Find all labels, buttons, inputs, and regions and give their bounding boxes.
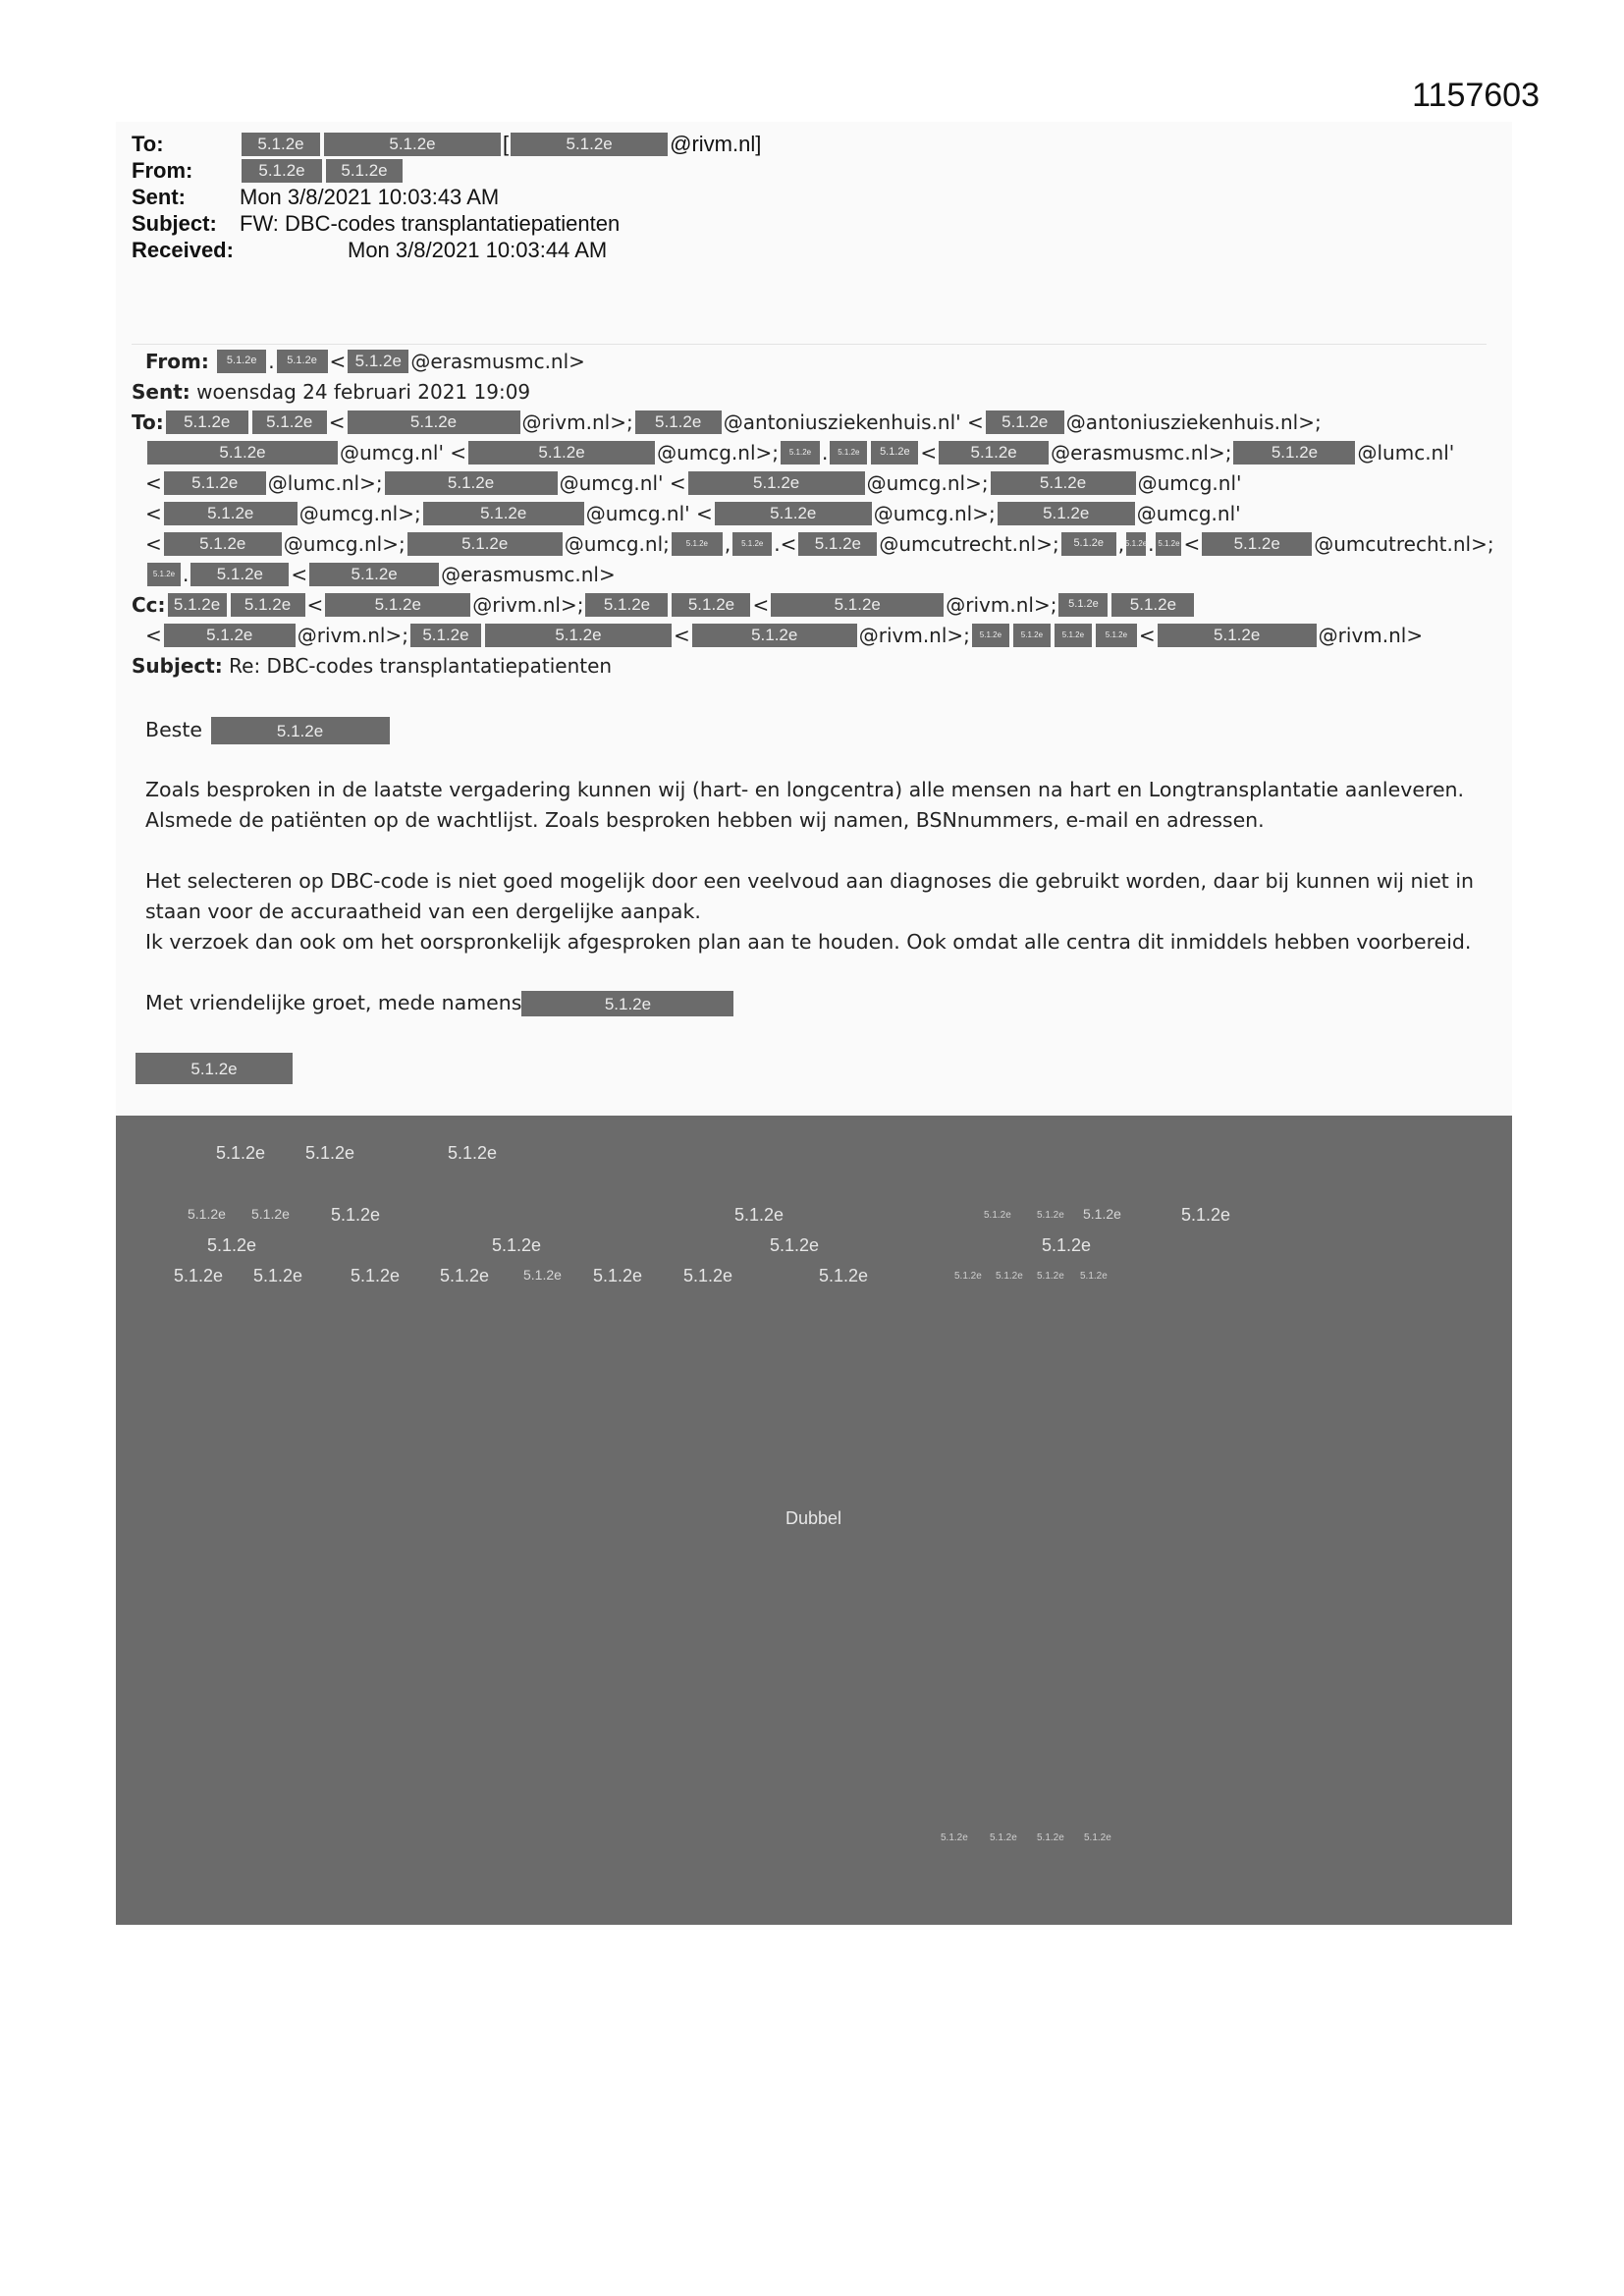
redaction: 5.1.2e xyxy=(635,410,722,434)
redaction: 5.1.2e xyxy=(147,563,181,586)
redaction-label: 5.1.2e xyxy=(1037,1832,1064,1843)
redaction-label: 5.1.2e xyxy=(996,1271,1023,1282)
sent-value: Mon 3/8/2021 10:03:43 AM xyxy=(240,185,500,209)
fwd-to-line-1: To: 5.1.2e 5.1.2e < 5.1.2e @rivm.nl>; 5.1.2e @antoniusziekenhuis.nl' < 5.1.2e @antoniusziekenhuis.nl>; xyxy=(132,410,1322,434)
redaction: 5.1.2e xyxy=(715,502,872,525)
redaction: 5.1.2e xyxy=(231,593,305,617)
redaction: 5.1.2e xyxy=(385,471,558,495)
fwd-to-line-4: < 5.1.2e @umcg.nl>; 5.1.2e @umcg.nl' < 5.1.2e @umcg.nl>; 5.1.2e @umcg.nl' xyxy=(145,501,1241,525)
redaction: 5.1.2e xyxy=(164,532,282,556)
paragraph-1-line-1: Zoals besproken in de laatste vergadering kunnen wij (hart- en longcentra) alle mensen na hart en Longtransplantatie aanleveren. xyxy=(145,778,1465,801)
fwd-subject-value: Re: DBC-codes transplantatiepatienten xyxy=(229,653,613,678)
redaction: 5.1.2e xyxy=(164,502,298,525)
domain-text: @umcg.nl>; xyxy=(657,440,779,465)
redaction-label: 5.1.2e xyxy=(448,1143,498,1163)
redaction-label: 5.1.2e xyxy=(305,1143,355,1163)
redaction: 5.1.2e xyxy=(485,624,672,647)
domain-text: @erasmusmc.nl>; xyxy=(1051,440,1232,465)
fwd-sent-line xyxy=(132,376,1496,407)
redaction: 5.1.2e xyxy=(771,593,944,617)
closing: Met vriendelijke groet, mede namens xyxy=(145,991,522,1014)
to-row xyxy=(132,131,761,157)
fwd-cc-line-1: Cc: 5.1.2e 5.1.2e < 5.1.2e @rivm.nl>; 5.1.2e 5.1.2e < 5.1.2e @rivm.nl>; 5.1.2e 5.1.2e xyxy=(132,589,1496,620)
redaction: 5.1.2e xyxy=(211,717,390,744)
redaction-label: 5.1.2e xyxy=(770,1235,820,1255)
domain-text: @antoniusziekenhuis.nl' < xyxy=(723,410,984,434)
redaction: 5.1.2e xyxy=(871,441,918,465)
fwd-to-line-2: 5.1.2e @umcg.nl' < 5.1.2e @umcg.nl>; 5.1.2e . 5.1.2e 5.1.2e < 5.1.2e @erasmusmc.nl>; 5.1.2e @lumc.nl' xyxy=(132,437,1496,467)
domain-text: @rivm.nl>; xyxy=(521,410,633,434)
redaction: 5.1.2e xyxy=(1055,624,1092,647)
redaction: 5.1.2e xyxy=(1158,624,1317,647)
redaction: 5.1.2e xyxy=(324,133,501,156)
redaction: 5.1.2e xyxy=(1058,593,1108,617)
redaction: 5.1.2e xyxy=(166,410,248,434)
redaction-label: 5.1.2e xyxy=(207,1235,257,1255)
subject-value: FW: DBC-codes transplantatiepatienten xyxy=(240,211,621,236)
paragraph-2-line-3: Ik verzoek dan ook om het oorspronkelijk afgesproken plan aan te houden. Ook omdat alle centra dit inmiddels hebben voorbereid. xyxy=(145,930,1472,954)
redaction: 5.1.2e xyxy=(1111,593,1194,617)
redaction: 5.1.2e xyxy=(672,532,723,556)
domain-text: @umcg.nl' < xyxy=(559,470,686,495)
redaction-label: 5.1.2e xyxy=(440,1266,490,1285)
redaction: 5.1.2e xyxy=(242,133,320,156)
domain-text: @umcg.nl; xyxy=(564,531,670,556)
redaction-label: 5.1.2e xyxy=(351,1266,401,1285)
redaction-label: 5.1.2e xyxy=(251,1206,290,1222)
redaction: 5.1.2e xyxy=(468,441,655,465)
domain-text: @umcg.nl' < xyxy=(340,440,467,465)
domain-text: @umcg.nl>; xyxy=(283,531,406,556)
redaction: 5.1.2e xyxy=(168,593,227,617)
fwd-to-line-5: < 5.1.2e @umcg.nl>; 5.1.2e @umcg.nl; 5.1.2e , 5.1.2e .< 5.1.2e @umcutrecht.nl>; 5.1.2e , 5.1.2e . 5.1.2e < 5.1.2e @umcutrecht.nl>; xyxy=(145,531,1494,556)
fwd-sent-label: Sent: xyxy=(132,379,190,404)
outer-email-header xyxy=(132,131,761,263)
document-id: 1157603 xyxy=(1412,77,1540,114)
from-label: From: xyxy=(132,158,193,183)
redaction: 5.1.2e xyxy=(1013,624,1051,647)
redaction-label: 5.1.2e xyxy=(174,1266,224,1285)
redaction: 5.1.2e xyxy=(692,624,857,647)
domain-text: @umcutrecht.nl>; xyxy=(1314,531,1494,556)
greeting-line xyxy=(145,717,1500,744)
domain-text: @rivm.nl>; xyxy=(858,623,970,647)
fwd-to-label: To: xyxy=(132,410,164,434)
subject-row xyxy=(132,210,761,237)
received-value: Mon 3/8/2021 10:03:44 AM xyxy=(348,238,608,262)
domain-text: @umcg.nl' xyxy=(1136,501,1241,525)
fwd-to-line-3: < 5.1.2e @lumc.nl>; 5.1.2e @umcg.nl' < 5.1.2e @umcg.nl>; 5.1.2e @umcg.nl' xyxy=(145,470,1242,495)
bracket: [ xyxy=(503,132,510,156)
domain-text: @rivm.nl>; xyxy=(297,623,408,647)
redaction: 5.1.2e xyxy=(1233,441,1355,465)
redaction: 5.1.2e xyxy=(998,502,1135,525)
redaction: 5.1.2e xyxy=(348,410,520,434)
redaction: 5.1.2e xyxy=(521,991,733,1016)
redaction-label: 5.1.2e xyxy=(1181,1205,1231,1225)
redaction: 5.1.2e xyxy=(1126,532,1146,556)
redaction: 5.1.2e xyxy=(325,593,470,617)
redaction-label: 5.1.2e xyxy=(1080,1271,1108,1282)
redaction: 5.1.2e xyxy=(972,624,1009,647)
redaction: 5.1.2e xyxy=(798,532,877,556)
to-label: To: xyxy=(132,132,164,156)
redaction: 5.1.2e xyxy=(991,471,1136,495)
redaction: 5.1.2e xyxy=(1061,532,1116,556)
redaction-label: 5.1.2e xyxy=(216,1143,266,1163)
forwarded-header xyxy=(132,346,1496,681)
received-row xyxy=(132,237,761,263)
redaction: 5.1.2e xyxy=(277,350,328,373)
signature-redaction: 5.1.2e xyxy=(135,1053,293,1084)
domain-text: @antoniusziekenhuis.nl>; xyxy=(1065,410,1322,434)
redaction: 5.1.2e xyxy=(147,441,338,465)
redaction: 5.1.2e xyxy=(511,133,668,156)
redaction: 5.1.2e xyxy=(672,593,750,617)
redaction: 5.1.2e xyxy=(1096,624,1137,647)
redaction-label: 5.1.2e xyxy=(1083,1206,1121,1222)
redaction: 5.1.2e xyxy=(688,471,865,495)
redaction-label: 5.1.2e xyxy=(523,1267,562,1283)
fwd-from-line: From: 5.1.2e . 5.1.2e < 5.1.2e @erasmusmc.nl> xyxy=(145,349,585,373)
redaction: 5.1.2e xyxy=(830,441,867,465)
redaction: 5.1.2e xyxy=(164,471,266,495)
sent-row xyxy=(132,184,761,210)
redaction: 5.1.2e xyxy=(423,502,584,525)
redaction: 5.1.2e xyxy=(732,532,772,556)
subject-label: Subject: xyxy=(132,211,217,236)
closing-line xyxy=(145,991,1500,1016)
domain-text: @rivm.nl>; xyxy=(946,592,1057,617)
redaction: 5.1.2e xyxy=(1156,532,1181,556)
domain-text: @umcg.nl' < xyxy=(585,501,713,525)
redaction: 5.1.2e xyxy=(252,410,327,434)
redaction: 5.1.2e xyxy=(326,159,403,183)
redaction: 5.1.2e xyxy=(309,563,439,586)
redaction: 5.1.2e xyxy=(190,563,289,586)
redaction: 5.1.2e xyxy=(217,350,266,373)
redaction-label: 5.1.2e xyxy=(954,1271,982,1282)
redaction-label: 5.1.2e xyxy=(253,1266,303,1285)
fwd-sent-value: woensdag 24 februari 2021 19:09 xyxy=(196,379,531,404)
redaction-label: 5.1.2e xyxy=(188,1206,226,1222)
domain-text: @umcutrecht.nl>; xyxy=(879,531,1059,556)
redaction: 5.1.2e xyxy=(585,593,668,617)
received-label: Received: xyxy=(132,238,234,262)
domain-text: @umcg.nl>; xyxy=(298,501,421,525)
to-suffix: @rivm.nl] xyxy=(670,132,762,156)
redaction-label: 5.1.2e xyxy=(1084,1832,1111,1843)
redaction-label: 5.1.2e xyxy=(1042,1235,1092,1255)
divider xyxy=(132,344,1487,345)
redaction: 5.1.2e xyxy=(986,410,1064,434)
redaction-label: 5.1.2e xyxy=(990,1832,1017,1843)
redaction-label: 5.1.2e xyxy=(984,1210,1011,1221)
fwd-from-label: From: xyxy=(145,349,209,373)
domain-text: @erasmusmc.nl> xyxy=(441,562,616,586)
redaction-label: 5.1.2e xyxy=(819,1266,869,1285)
domain-text: @lumc.nl' xyxy=(1357,440,1455,465)
redaction-label: 5.1.2e xyxy=(331,1205,381,1225)
domain-text: @lumc.nl>; xyxy=(267,470,383,495)
redaction-label: 5.1.2e xyxy=(1037,1210,1064,1221)
redaction: 5.1.2e xyxy=(242,159,322,183)
redaction: 5.1.2e xyxy=(348,350,408,373)
fwd-subject-label: Subject: xyxy=(132,653,223,678)
redaction-label: 5.1.2e xyxy=(593,1266,643,1285)
redaction-label: 5.1.2e xyxy=(941,1832,968,1843)
redaction-label: 5.1.2e xyxy=(734,1205,785,1225)
domain-text: @rivm.nl> xyxy=(1318,623,1424,647)
redaction: 5.1.2e xyxy=(939,441,1049,465)
fwd-subject-line xyxy=(132,650,1496,681)
redaction: 5.1.2e xyxy=(164,624,296,647)
redaction: 5.1.2e xyxy=(1202,532,1312,556)
redaction: 5.1.2e xyxy=(410,624,481,647)
redaction: 5.1.2e xyxy=(781,441,820,465)
fwd-to-line-6: 5.1.2e . 5.1.2e < 5.1.2e @erasmusmc.nl> xyxy=(132,559,1496,589)
duplicate-label: Dubbel xyxy=(785,1508,842,1528)
fwd-cc-line-2: < 5.1.2e @rivm.nl>; 5.1.2e 5.1.2e < 5.1.2e @rivm.nl>; 5.1.2e 5.1.2e 5.1.2e 5.1.2e < 5.1.2e @rivm.nl> xyxy=(145,623,1424,647)
redaction: 5.1.2e xyxy=(407,532,563,556)
from-row xyxy=(132,157,761,184)
redaction-label: 5.1.2e xyxy=(1037,1271,1064,1282)
domain-text: @umcg.nl>; xyxy=(866,470,989,495)
sent-label: Sent: xyxy=(132,185,186,209)
paragraph-1-line-2: Alsmede de patiënten op de wachtlijst. Zoals besproken hebben wij namen, BSNnummers, e-mail en adressen. xyxy=(145,808,1265,832)
fwd-cc-label: Cc: xyxy=(132,592,166,617)
paragraph-2-line-2: staan voor de accuraatheid van een dergelijke aanpak. xyxy=(145,900,701,923)
greeting: Beste xyxy=(145,718,203,741)
domain-text: @umcg.nl>; xyxy=(873,501,996,525)
redaction-label: 5.1.2e xyxy=(492,1235,542,1255)
paragraph-2-line-1: Het selecteren op DBC-code is niet goed mogelijk door een veelvoud aan diagnoses die gebruikt worden, daar bij kunnen wij niet in xyxy=(145,869,1475,893)
domain-text: @umcg.nl' xyxy=(1137,470,1242,495)
redaction-label: 5.1.2e xyxy=(683,1266,733,1285)
domain-text: @rivm.nl>; xyxy=(472,592,584,617)
fwd-from-suffix: @erasmusmc.nl> xyxy=(410,349,585,373)
